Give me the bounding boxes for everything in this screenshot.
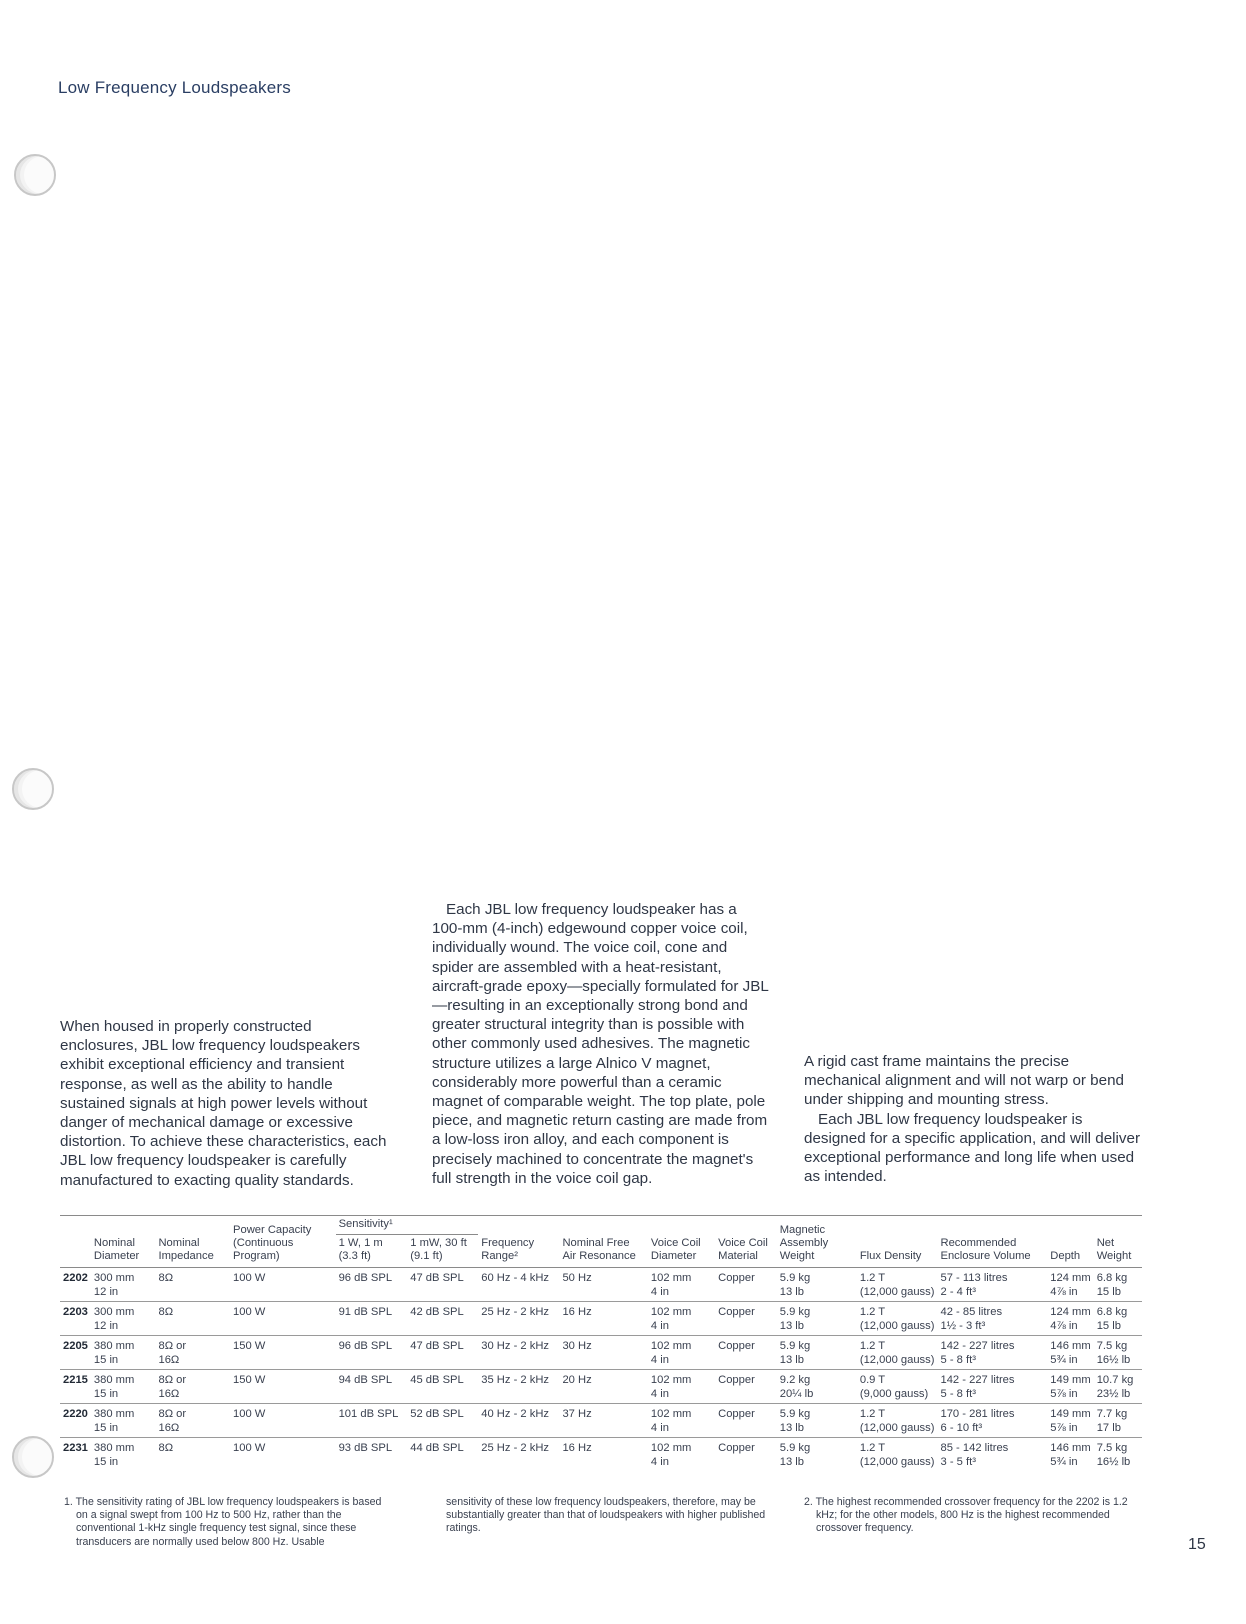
magnet-weight-cell-line: 5.9 kg <box>779 1408 811 1420</box>
footnote-text: 1. The sensitivity rating of JBL low frequency loudspeakers is based on a signal swept from 100 Hz to 500 Hz, rather than the conventional 1-kHz single frequency test signal, since these transducers are normally used below 800 Hz. Usable <box>64 1496 382 1548</box>
magnet-weight-cell-line: 13 lb <box>779 1286 804 1298</box>
magnet-weight-cell-line: 13 lb <box>779 1422 804 1434</box>
flux-cell-line: (9,000 gauss) <box>859 1388 929 1400</box>
model-cell <box>60 1268 91 1302</box>
power-cell <box>230 1404 336 1438</box>
binder-hole-icon <box>12 1436 54 1478</box>
impedance-cell-line: 8Ω <box>158 1442 174 1454</box>
vc-material-cell-line: Copper <box>718 1374 755 1386</box>
vc-diameter-cell <box>648 1336 715 1370</box>
vc-material-cell-line: Copper <box>718 1306 755 1318</box>
vc-diameter-cell-line: 102 mm <box>650 1408 692 1420</box>
sensitivity-1mw-cell <box>407 1302 478 1336</box>
diameter-cell-line: 12 in <box>93 1320 119 1332</box>
footnote-1-continued <box>446 1496 776 1536</box>
table-row <box>60 1370 1142 1404</box>
net-weight-cell-line: 7.7 kg <box>1096 1408 1128 1420</box>
vc-diameter-cell <box>648 1268 715 1302</box>
impedance-cell-line: 8Ω or <box>158 1408 187 1420</box>
body-column-left <box>60 1017 392 1190</box>
model-cell <box>60 1336 91 1370</box>
model-cell-line: 2231 <box>63 1442 88 1454</box>
body-column-middle <box>432 900 770 1188</box>
vc-material-cell-line: Copper <box>718 1442 755 1454</box>
col-header-power: Power Capacity (Continuous Program) <box>233 1224 312 1262</box>
flux-cell <box>857 1336 938 1370</box>
model-cell-line: 2215 <box>63 1374 88 1386</box>
table-row <box>60 1336 1142 1370</box>
col-header-resonance: Nominal Free Air Resonance <box>562 1237 636 1262</box>
enclosure-cell <box>937 1438 1047 1472</box>
sensitivity-1mw-cell-line: 47 dB SPL <box>410 1340 464 1352</box>
vc-material-cell <box>715 1268 777 1302</box>
resonance-cell <box>559 1302 647 1336</box>
power-cell-line: 150 W <box>233 1340 266 1352</box>
frequency-range-cell-line: 60 Hz - 4 kHz <box>481 1272 550 1284</box>
impedance-cell-line: 16Ω <box>158 1422 180 1434</box>
body-paragraph: When housed in properly constructed enclosures, JBL low frequency loudspeakers exhibit exceptional efficiency and transient response, as well as the ability to handle sustained signals at high power levels without danger of mechanical damage or excessive distortion. To achieve these characteristics, each JBL low frequency loudspeaker is carefully manufactured to exacting quality standards. <box>60 1018 387 1189</box>
flux-cell-line: (12,000 gauss) <box>859 1422 935 1434</box>
net-weight-cell <box>1094 1438 1142 1472</box>
power-cell-line: 150 W <box>233 1374 266 1386</box>
table-row <box>60 1438 1142 1472</box>
depth-cell-line: 4⅞ in <box>1050 1320 1078 1332</box>
resonance-cell-line: 16 Hz <box>562 1306 592 1318</box>
net-weight-cell-line: 16½ lb <box>1096 1456 1131 1468</box>
col-header-sens-1w: 1 W, 1 m (3.3 ft) <box>338 1237 383 1262</box>
resonance-cell-line: 16 Hz <box>562 1442 592 1454</box>
impedance-cell <box>155 1336 230 1370</box>
flux-cell-line: (12,000 gauss) <box>859 1320 935 1332</box>
col-header-enclosure: Recommended Enclosure Volume <box>940 1237 1031 1262</box>
enclosure-cell <box>937 1268 1047 1302</box>
col-header-net-weight: Net Weight <box>1096 1237 1132 1262</box>
enclosure-cell <box>937 1302 1047 1336</box>
table-row <box>60 1302 1142 1336</box>
depth-cell-line: 149 mm <box>1050 1408 1091 1420</box>
net-weight-cell-line: 6.8 kg <box>1096 1272 1128 1284</box>
impedance-cell-line: 16Ω <box>158 1354 180 1366</box>
net-weight-cell-line: 6.8 kg <box>1096 1306 1128 1318</box>
model-cell-line: 2205 <box>63 1340 88 1352</box>
vc-diameter-cell-line: 102 mm <box>650 1272 692 1284</box>
power-cell <box>230 1302 336 1336</box>
binder-hole-icon <box>12 768 54 810</box>
frequency-range-cell <box>478 1268 559 1302</box>
power-cell <box>230 1268 336 1302</box>
spec-table <box>60 1215 1142 1471</box>
resonance-cell-line: 20 Hz <box>562 1374 592 1386</box>
sensitivity-1w-cell-line: 96 dB SPL <box>338 1272 393 1284</box>
resonance-cell-line: 50 Hz <box>562 1272 592 1284</box>
vc-material-cell-line: Copper <box>718 1340 755 1352</box>
net-weight-cell-line: 15 lb <box>1096 1320 1121 1332</box>
sensitivity-1w-cell <box>336 1370 408 1404</box>
resonance-cell-line: 30 Hz <box>562 1340 592 1352</box>
enclosure-cell <box>937 1404 1047 1438</box>
vc-material-cell-line: Copper <box>718 1272 755 1284</box>
resonance-cell <box>559 1404 647 1438</box>
enclosure-cell-line: 5 - 8 ft³ <box>940 1354 976 1366</box>
model-cell <box>60 1404 91 1438</box>
depth-cell-line: 124 mm <box>1050 1306 1091 1318</box>
diameter-cell-line: 300 mm <box>93 1272 135 1284</box>
enclosure-cell-line: 170 - 281 litres <box>940 1408 1015 1420</box>
magnet-weight-cell-line: 13 lb <box>779 1456 804 1468</box>
body-paragraph: Each JBL low frequency loudspeaker is designed for a specific application, and will deliver exceptional performance and long life when used as intended. <box>804 1110 1141 1186</box>
vc-diameter-cell-line: 102 mm <box>650 1340 692 1352</box>
enclosure-cell-line: 3 - 5 ft³ <box>940 1456 976 1468</box>
impedance-cell-line: 16Ω <box>158 1388 180 1400</box>
frequency-range-cell-line: 30 Hz - 2 kHz <box>481 1340 550 1352</box>
diameter-cell <box>91 1336 156 1370</box>
magnet-weight-cell <box>777 1370 857 1404</box>
power-cell-line: 100 W <box>233 1442 266 1454</box>
flux-cell <box>857 1302 938 1336</box>
col-header-sens-1mw: 1 mW, 30 ft (9.1 ft) <box>410 1237 467 1262</box>
depth-cell-line: 5⅞ in <box>1050 1422 1078 1434</box>
flux-cell <box>857 1404 938 1438</box>
magnet-weight-cell <box>777 1404 857 1438</box>
enclosure-cell-line: 142 - 227 litres <box>940 1374 1015 1386</box>
col-header-depth: Depth <box>1050 1250 1081 1262</box>
col-header-model <box>60 1216 91 1268</box>
model-cell <box>60 1438 91 1472</box>
footnote-1 <box>64 1496 394 1549</box>
enclosure-cell <box>937 1336 1047 1370</box>
sensitivity-1w-cell <box>336 1336 408 1370</box>
diameter-cell-line: 380 mm <box>93 1374 135 1386</box>
footnote-text: 2. The highest recommended crossover frequency for the 2202 is 1.2 kHz; for the other models, 800 Hz is the highest recommended crossover frequency. <box>804 1496 1128 1535</box>
net-weight-cell <box>1094 1302 1142 1336</box>
page-number: 15 <box>1188 1536 1206 1553</box>
net-weight-cell-line: 17 lb <box>1096 1422 1121 1434</box>
vc-diameter-cell-line: 102 mm <box>650 1442 692 1454</box>
diameter-cell-line: 300 mm <box>93 1306 135 1318</box>
depth-cell <box>1047 1336 1093 1370</box>
vc-diameter-cell-line: 4 in <box>650 1286 669 1298</box>
flux-cell-line: 1.2 T <box>859 1272 886 1284</box>
flux-cell-line: (12,000 gauss) <box>859 1286 935 1298</box>
sensitivity-1w-cell-line: 94 dB SPL <box>338 1374 393 1386</box>
section-title: Low Frequency Loudspeakers <box>58 78 291 97</box>
sensitivity-1mw-cell-line: 47 dB SPL <box>410 1272 464 1284</box>
magnet-weight-cell <box>777 1336 857 1370</box>
enclosure-cell-line: 6 - 10 ft³ <box>940 1422 983 1434</box>
magnet-weight-cell <box>777 1268 857 1302</box>
impedance-cell-line: 8Ω <box>158 1272 174 1284</box>
sensitivity-1w-cell-line: 93 dB SPL <box>338 1442 393 1454</box>
frequency-range-cell <box>478 1370 559 1404</box>
enclosure-cell-line: 57 - 113 litres <box>940 1272 1008 1284</box>
diameter-cell-line: 15 in <box>93 1354 119 1366</box>
depth-cell-line: 5¾ in <box>1050 1456 1078 1468</box>
col-header-frequency-range: Frequency Range² <box>481 1237 535 1262</box>
net-weight-cell <box>1094 1336 1142 1370</box>
body-column-right <box>804 1052 1144 1186</box>
model-cell <box>60 1370 91 1404</box>
vc-diameter-cell-line: 4 in <box>650 1320 669 1332</box>
sensitivity-1w-cell <box>336 1302 408 1336</box>
net-weight-cell-line: 23½ lb <box>1096 1388 1131 1400</box>
diameter-cell-line: 380 mm <box>93 1408 135 1420</box>
flux-cell-line: (12,000 gauss) <box>859 1354 935 1366</box>
vc-diameter-cell <box>648 1438 715 1472</box>
vc-material-cell <box>715 1302 777 1336</box>
sensitivity-1mw-cell <box>407 1438 478 1472</box>
impedance-cell <box>155 1302 230 1336</box>
enclosure-cell-line: 42 - 85 litres <box>940 1306 1003 1318</box>
binder-hole-icon <box>14 154 56 196</box>
vc-material-cell <box>715 1370 777 1404</box>
net-weight-cell <box>1094 1268 1142 1302</box>
flux-cell <box>857 1438 938 1472</box>
sensitivity-1w-cell-line: 101 dB SPL <box>338 1408 399 1420</box>
net-weight-cell-line: 16½ lb <box>1096 1354 1131 1366</box>
power-cell <box>230 1370 336 1404</box>
impedance-cell <box>155 1268 230 1302</box>
sensitivity-1mw-cell-line: 52 dB SPL <box>410 1408 464 1420</box>
diameter-cell <box>91 1268 156 1302</box>
vc-material-cell <box>715 1404 777 1438</box>
vc-diameter-cell-line: 4 in <box>650 1388 669 1400</box>
power-cell-line: 100 W <box>233 1272 266 1284</box>
sensitivity-1w-cell <box>336 1268 408 1302</box>
sensitivity-1mw-cell <box>407 1268 478 1302</box>
depth-cell-line: 149 mm <box>1050 1374 1091 1386</box>
flux-cell-line: 1.2 T <box>859 1340 886 1352</box>
enclosure-cell-line: 85 - 142 litres <box>940 1442 1009 1454</box>
net-weight-cell-line: 15 lb <box>1096 1286 1121 1298</box>
vc-diameter-cell <box>648 1370 715 1404</box>
col-header-magnet-weight: Magnetic Assembly Weight <box>779 1224 829 1262</box>
vc-diameter-cell-line: 4 in <box>650 1354 669 1366</box>
flux-cell <box>857 1268 938 1302</box>
resonance-cell-line: 37 Hz <box>562 1408 592 1420</box>
enclosure-cell-line: 1½ - 3 ft³ <box>940 1320 986 1332</box>
frequency-range-cell-line: 40 Hz - 2 kHz <box>481 1408 550 1420</box>
impedance-cell-line: 8Ω or <box>158 1374 187 1386</box>
diameter-cell <box>91 1302 156 1336</box>
magnet-weight-cell-line: 5.9 kg <box>779 1340 811 1352</box>
vc-material-cell <box>715 1438 777 1472</box>
depth-cell-line: 5¾ in <box>1050 1354 1078 1366</box>
table-row <box>60 1404 1142 1438</box>
col-header-flux: Flux Density <box>859 1250 922 1262</box>
magnet-weight-cell-line: 13 lb <box>779 1320 804 1332</box>
magnet-weight-cell-line: 9.2 kg <box>779 1374 811 1386</box>
frequency-range-cell-line: 25 Hz - 2 kHz <box>481 1306 550 1318</box>
col-header-sensitivity: Sensitivity¹ <box>336 1216 479 1235</box>
resonance-cell <box>559 1336 647 1370</box>
sensitivity-1w-cell <box>336 1404 408 1438</box>
model-cell-line: 2203 <box>63 1306 88 1318</box>
vc-material-cell-line: Copper <box>718 1408 755 1420</box>
diameter-cell-line: 15 in <box>93 1388 119 1400</box>
col-header-diameter: Nominal Diameter <box>93 1237 140 1262</box>
depth-cell <box>1047 1370 1093 1404</box>
frequency-range-cell-line: 35 Hz - 2 kHz <box>481 1374 550 1386</box>
diameter-cell-line: 15 in <box>93 1422 119 1434</box>
depth-cell <box>1047 1302 1093 1336</box>
depth-cell <box>1047 1438 1093 1472</box>
col-header-vc-material: Voice Coil Material <box>718 1237 768 1262</box>
sensitivity-1w-cell-line: 96 dB SPL <box>338 1340 393 1352</box>
depth-cell-line: 5⅞ in <box>1050 1388 1078 1400</box>
sensitivity-1w-cell <box>336 1438 408 1472</box>
power-cell <box>230 1438 336 1472</box>
impedance-cell-line: 8Ω or <box>158 1340 187 1352</box>
net-weight-cell-line: 7.5 kg <box>1096 1442 1128 1454</box>
body-paragraph: Each JBL low frequency loudspeaker has a 100-mm (4-inch) edgewound copper voice coil, individually wound. The voice coil, cone and spider are assembled with a heat-resistant, aircraft-grade epoxy—specially formulated for JBL—resulting in an exceptionally strong bond and greater structural integrity than is possible with other commonly used adhesives. The magnetic structure utilizes a large Alnico V magnet, considerably more powerful than a ceramic magnet of comparable weight. The top plate, pole piece, and magnetic return casting are made from a low-loss iron alloy, and each component is precisely machined to concentrate the magnet's full strength in the voice coil gap. <box>432 901 769 1187</box>
magnet-weight-cell-line: 5.9 kg <box>779 1272 811 1284</box>
col-header-impedance: Nominal Impedance <box>158 1237 214 1262</box>
sensitivity-1mw-cell-line: 42 dB SPL <box>410 1306 464 1318</box>
net-weight-cell-line: 7.5 kg <box>1096 1340 1128 1352</box>
impedance-cell-line: 8Ω <box>158 1306 174 1318</box>
vc-diameter-cell-line: 4 in <box>650 1456 669 1468</box>
depth-cell <box>1047 1268 1093 1302</box>
resonance-cell <box>559 1438 647 1472</box>
model-cell-line: 2220 <box>63 1408 88 1420</box>
flux-cell-line: 1.2 T <box>859 1442 886 1454</box>
vc-diameter-cell-line: 102 mm <box>650 1306 692 1318</box>
resonance-cell <box>559 1370 647 1404</box>
enclosure-cell <box>937 1370 1047 1404</box>
frequency-range-cell <box>478 1404 559 1438</box>
diameter-cell <box>91 1438 156 1472</box>
sensitivity-1mw-cell-line: 45 dB SPL <box>410 1374 464 1386</box>
flux-cell-line: (12,000 gauss) <box>859 1456 935 1468</box>
diameter-cell-line: 380 mm <box>93 1340 135 1352</box>
sensitivity-1w-cell-line: 91 dB SPL <box>338 1306 393 1318</box>
model-cell-line: 2202 <box>63 1272 88 1284</box>
diameter-cell <box>91 1370 156 1404</box>
diameter-cell-line: 12 in <box>93 1286 119 1298</box>
net-weight-cell <box>1094 1370 1142 1404</box>
power-cell-line: 100 W <box>233 1408 266 1420</box>
flux-cell <box>857 1370 938 1404</box>
frequency-range-cell <box>478 1302 559 1336</box>
vc-material-cell <box>715 1336 777 1370</box>
col-header-vc-diameter: Voice Coil Diameter <box>650 1237 701 1262</box>
depth-cell-line: 146 mm <box>1050 1340 1091 1352</box>
net-weight-cell-line: 10.7 kg <box>1096 1374 1134 1386</box>
diameter-cell-line: 380 mm <box>93 1442 135 1454</box>
frequency-range-cell-line: 25 Hz - 2 kHz <box>481 1442 550 1454</box>
model-cell <box>60 1302 91 1336</box>
diameter-cell <box>91 1404 156 1438</box>
resonance-cell <box>559 1268 647 1302</box>
power-cell-line: 100 W <box>233 1306 266 1318</box>
sensitivity-1mw-cell <box>407 1404 478 1438</box>
net-weight-cell <box>1094 1404 1142 1438</box>
flux-cell-line: 1.2 T <box>859 1306 886 1318</box>
enclosure-cell-line: 142 - 227 litres <box>940 1340 1015 1352</box>
impedance-cell <box>155 1438 230 1472</box>
table-row <box>60 1268 1142 1302</box>
depth-cell-line: 146 mm <box>1050 1442 1091 1454</box>
impedance-cell <box>155 1370 230 1404</box>
vc-diameter-cell-line: 102 mm <box>650 1374 692 1386</box>
frequency-range-cell <box>478 1336 559 1370</box>
footnote-2 <box>804 1496 1134 1536</box>
magnet-weight-cell-line: 5.9 kg <box>779 1442 811 1454</box>
sensitivity-1mw-cell-line: 44 dB SPL <box>410 1442 464 1454</box>
magnet-weight-cell-line: 13 lb <box>779 1354 804 1366</box>
depth-cell <box>1047 1404 1093 1438</box>
magnet-weight-cell <box>777 1438 857 1472</box>
body-paragraph: A rigid cast frame maintains the precise mechanical alignment and will not warp or bend under shipping and mounting stress. <box>804 1053 1124 1109</box>
enclosure-cell-line: 2 - 4 ft³ <box>940 1286 976 1298</box>
sensitivity-1mw-cell <box>407 1370 478 1404</box>
magnet-weight-cell-line: 5.9 kg <box>779 1306 811 1318</box>
power-cell <box>230 1336 336 1370</box>
enclosure-cell-line: 5 - 8 ft³ <box>940 1388 976 1400</box>
flux-cell-line: 1.2 T <box>859 1408 886 1420</box>
depth-cell-line: 4⅞ in <box>1050 1286 1078 1298</box>
magnet-weight-cell-line: 20¼ lb <box>779 1388 814 1400</box>
diameter-cell-line: 15 in <box>93 1456 119 1468</box>
vc-diameter-cell <box>648 1302 715 1336</box>
frequency-range-cell <box>478 1438 559 1472</box>
magnet-weight-cell <box>777 1302 857 1336</box>
vc-diameter-cell <box>648 1404 715 1438</box>
flux-cell-line: 0.9 T <box>859 1374 886 1386</box>
vc-diameter-cell-line: 4 in <box>650 1422 669 1434</box>
depth-cell-line: 124 mm <box>1050 1272 1091 1284</box>
footnote-text: sensitivity of these low frequency loudspeakers, therefore, may be substantially greater than that of loudspeakers with higher published ratings. <box>446 1496 766 1535</box>
sensitivity-1mw-cell <box>407 1336 478 1370</box>
impedance-cell <box>155 1404 230 1438</box>
